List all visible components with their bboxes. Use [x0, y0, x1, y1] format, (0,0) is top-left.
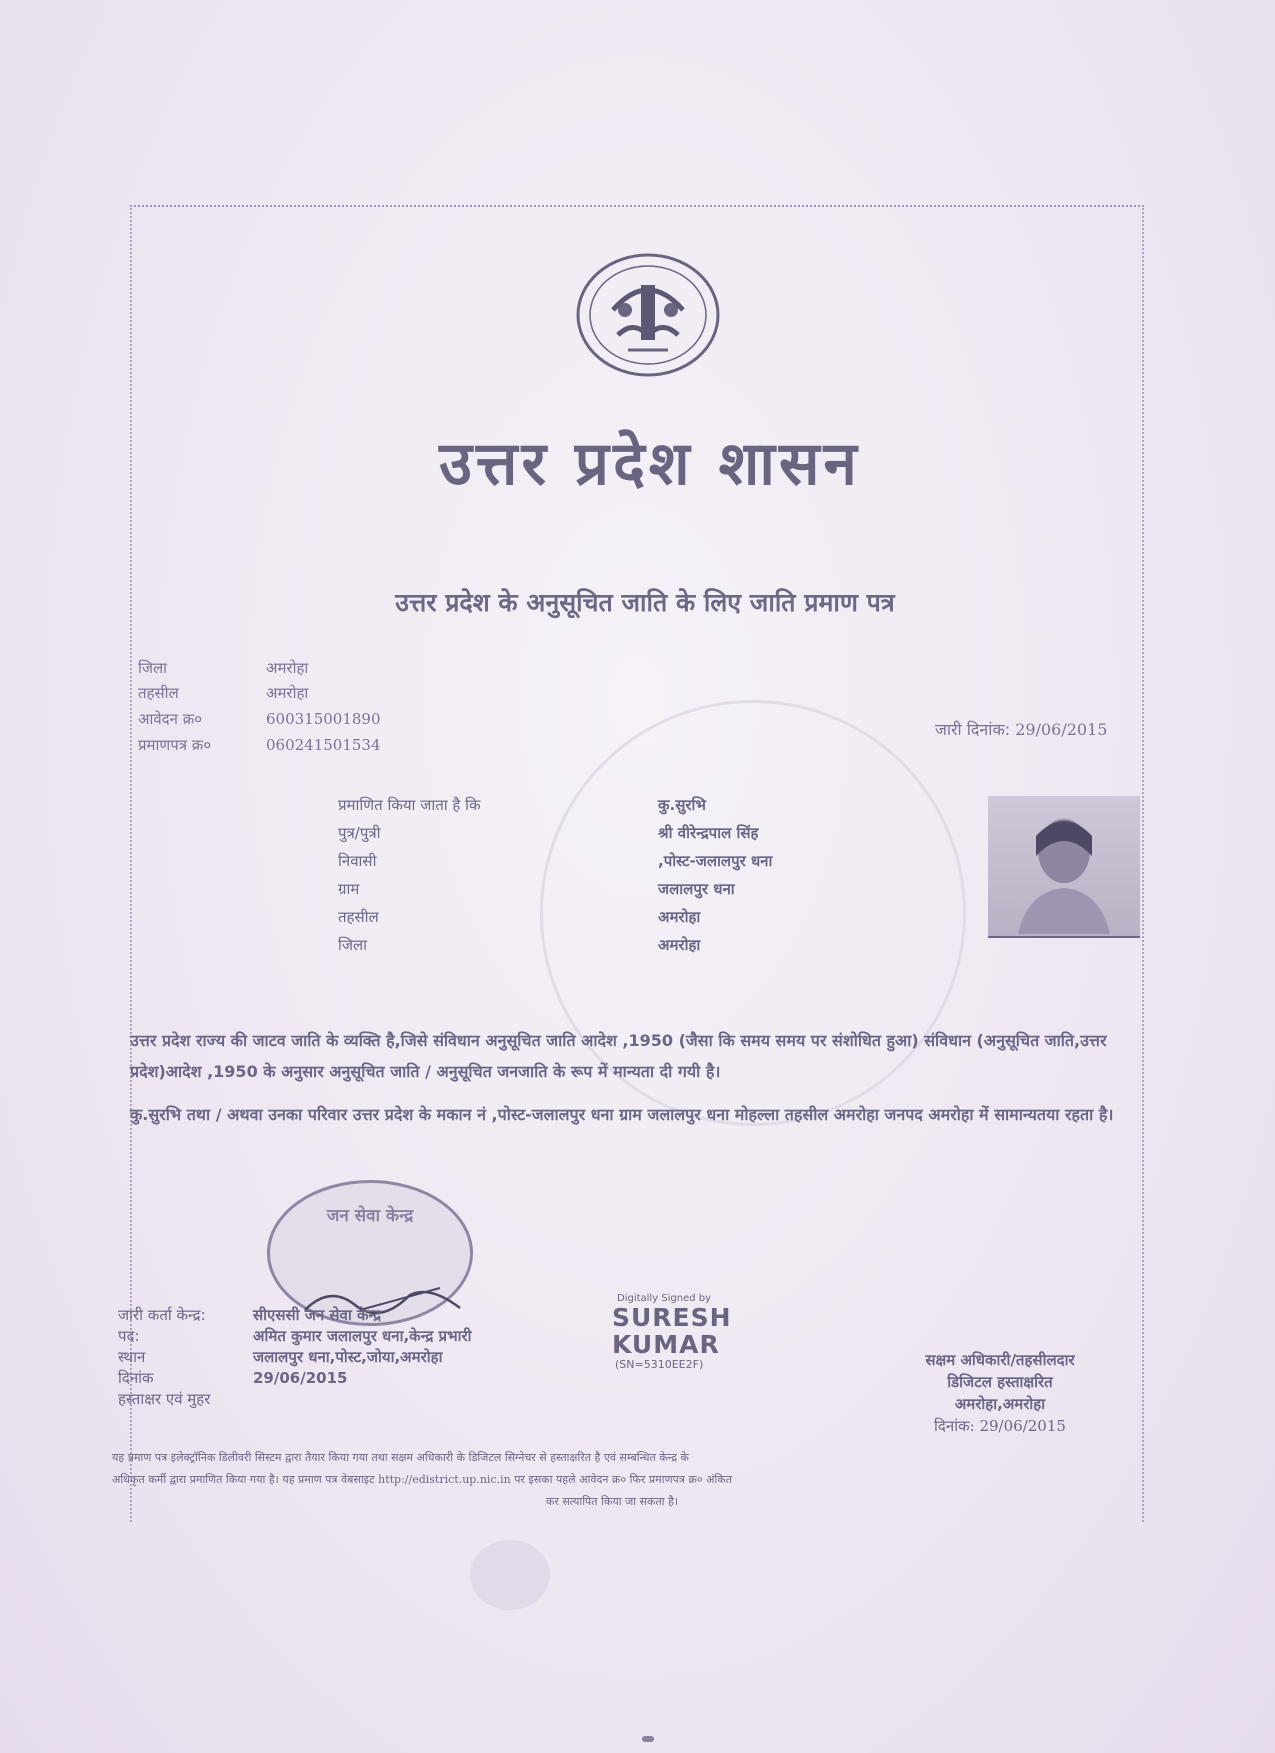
detail-value: अमरोहा — [658, 936, 701, 954]
authority-signed: डिजिटल हस्ताक्षरित — [947, 1373, 1053, 1391]
detail-label: प्रमाणित किया जाता है कि — [338, 796, 481, 814]
tehsil-value: अमरोहा — [266, 684, 309, 702]
footer-line: यह प्रमाण पत्र इलेक्ट्रॉनिक डिलीवरी सिस्टम द्वारा तैयार किया गया तथा सक्षम अधिकारी के डिजिटल सिग्नेचर से हस्ताक्षरित है एवं सम्बन्धित केन्द्र के — [112, 1451, 689, 1464]
authority-date-label: दिनांक: — [934, 1417, 975, 1435]
issue-date-value: 29/06/2015 — [1015, 720, 1108, 739]
issuer-row — [118, 1389, 472, 1410]
detail-row — [338, 935, 772, 963]
detail-label: निवासी — [338, 852, 377, 870]
body-paragraph: उत्तर प्रदेश राज्य की जाटव जाति के व्यक्ति है,जिसे संविधान अनुसूचित जाति आदेश ,1950 (जैसा कि समय समय पर संशोधित हुआ) संविधान (अनुसूचित जाति,उत्तर प्रदेश)आदेश ,1950 के अनुसार अनुसूचित जाति / अनुसूचित जनजाति के रूप में मान्यता दी गयी है। — [130, 1031, 1107, 1081]
issue-date — [935, 718, 1107, 740]
tehsil-row — [138, 683, 308, 703]
tehsil-label: तहसील — [138, 684, 179, 702]
detail-row — [338, 795, 772, 823]
certificate-body — [130, 1025, 1115, 1142]
detail-value: जलालपुर धना — [658, 880, 735, 898]
issuer-row — [118, 1305, 472, 1326]
issuer-label: स्थान — [118, 1348, 146, 1366]
issuer-label: हस्ताक्षर एवं मुहर — [118, 1390, 211, 1408]
authority-title: सक्षम अधिकारी/तहसीलदार — [925, 1351, 1075, 1369]
applicant-photo — [988, 796, 1140, 938]
application-label: आवेदन क्र० — [138, 710, 203, 728]
detail-value: कु.सुरभि — [658, 796, 706, 814]
district-row — [138, 658, 308, 678]
seal-text: जन सेवा केन्द्र — [326, 1206, 414, 1226]
detail-label: जिला — [338, 936, 368, 954]
footer-line: कर सत्यापित किया जा सकता है। — [545, 1495, 679, 1508]
digital-signature-caption: Digitally Signed by — [617, 1293, 712, 1304]
competent-authority — [880, 1350, 1120, 1438]
district-label: जिला — [138, 659, 168, 677]
footer-line — [112, 1469, 1112, 1491]
signature-serial: (SN=5310EE2F) — [615, 1358, 704, 1371]
person-photo-icon — [988, 796, 1140, 934]
detail-value: अमरोहा — [658, 908, 701, 926]
digital-signature — [612, 1293, 732, 1371]
issuer-value: जलालपुर धना,पोस्ट,जोया,अमरोहा — [253, 1348, 443, 1366]
detail-label: ग्राम — [338, 880, 360, 898]
detail-value: श्री वीरेन्द्रपाल सिंह — [658, 824, 759, 842]
detail-row — [338, 823, 772, 851]
detail-label: पुत्र/पुत्री — [338, 824, 381, 842]
application-number: 600315001890 — [266, 710, 381, 728]
signer-name-line2: KUMAR — [612, 1330, 720, 1359]
paper-smudge — [470, 1540, 550, 1610]
certificate-number: 060241501534 — [266, 736, 381, 754]
issuer-label: दिनांक — [118, 1369, 154, 1387]
detail-row — [338, 879, 772, 907]
issuer-details — [118, 1305, 472, 1410]
issuer-row — [118, 1326, 472, 1347]
verification-url: http://edistrict.up.nic.in — [378, 1473, 511, 1486]
verification-note — [112, 1447, 1112, 1513]
certificate-row — [138, 735, 381, 755]
signer-name-line1: SURESH — [612, 1303, 732, 1332]
issuer-label: जारी कर्ता केन्द्र: — [118, 1306, 206, 1324]
authority-date-value: 29/06/2015 — [979, 1417, 1066, 1435]
district-value: अमरोहा — [266, 659, 309, 677]
up-state-emblem-icon — [573, 250, 723, 380]
application-row — [138, 709, 381, 729]
issuer-row — [118, 1368, 472, 1389]
issue-date-label: जारी दिनांक: — [935, 720, 1011, 739]
authority-date — [880, 1416, 1120, 1438]
body-paragraph: कु.सुरभि तथा / अथवा उनका परिवार उत्तर प्रदेश के मकान नं ,पोस्ट-जलालपुर धना ग्राम जलालपुर धना मोहल्ला तहसील अमरोहा जनपद अमरोहा में सामान्यतया रहता है। — [130, 1105, 1114, 1124]
footer-text: पर इसका पहले आवेदन क्र० फिर प्रमाणपत्र क्र० अंकित — [514, 1473, 732, 1486]
ink-blot — [642, 1736, 654, 1742]
footer-text: अधिकृत कर्मी द्वारा प्रमाणित किया गया है। यह प्रमाण पत्र वेबसाइट — [112, 1473, 375, 1486]
government-title: उत्तर प्रदेश शासन — [439, 429, 861, 499]
issuer-value: सीएससी जन सेवा केन्द्र — [253, 1306, 382, 1324]
detail-value: ,पोस्ट-जलालपुर धना — [658, 852, 773, 870]
certificate-label: प्रमाणपत्र क्र० — [138, 736, 212, 754]
issuer-row — [118, 1347, 472, 1368]
issuer-label: पद: — [118, 1327, 140, 1345]
issuer-value: अमित कुमार जलालपुर धना,केन्द्र प्रभारी — [253, 1327, 472, 1345]
authority-location: अमरोहा,अमरोहा — [954, 1395, 1046, 1413]
applicant-details — [338, 795, 772, 963]
detail-row — [338, 851, 772, 879]
detail-row — [338, 907, 772, 935]
certificate-subtitle: उत्तर प्रदेश के अनुसूचित जाति के लिए जाति प्रमाण पत्र — [395, 588, 895, 617]
issuer-value: 29/06/2015 — [253, 1369, 348, 1387]
detail-label: तहसील — [338, 908, 379, 926]
